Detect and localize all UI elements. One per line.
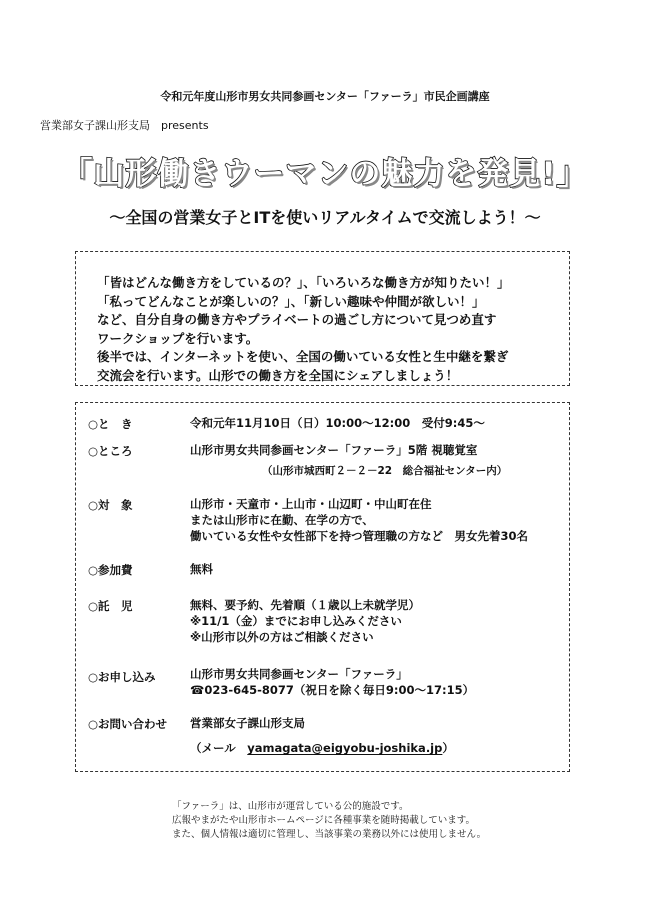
- target-line: または山形市に在勤、在学の方で、: [190, 513, 374, 527]
- fee-value: 無料: [190, 562, 213, 576]
- target-label: ○対 象: [88, 498, 133, 512]
- place-value: 山形市男女共同参画センター「ファーラ」5階 視聴覚室: [190, 443, 478, 457]
- intro-line: など、自分自身の働き方やプライベートの過ごし方について見つめ直す: [97, 312, 497, 328]
- intro-line: 交流会を行います。山形での働き方を全国にシェアしましょう！: [97, 367, 459, 383]
- datetime-value: 令和元年11月10日（日）10:00～12:00 受付9:45～: [190, 416, 485, 430]
- fee-label: ○参加費: [88, 563, 133, 577]
- target-line: 山形市・天童市・上山市・山辺町・中山町在住: [190, 497, 432, 511]
- inquiry-label: ○お問い合わせ: [88, 717, 168, 731]
- page-title: 「山形働きウーマンの魅力を発見!」: [61, 156, 589, 192]
- footer-line: 広報やまがたや山形市ホームページに各種事業を随時掲載しています。: [172, 815, 476, 826]
- datetime-label: ○と き: [88, 417, 133, 431]
- presenter-line: 営業部女子課山形支局 presents: [40, 119, 209, 132]
- childcare-label: ○託 児: [88, 599, 133, 613]
- email-prefix: （メール: [190, 741, 248, 755]
- place-address: （山形市城西町２－２－22 総合福祉センター内）: [262, 465, 508, 477]
- childcare-line: 無料、要予約、先着順（１歳以上未就学児）: [190, 598, 420, 612]
- email-link[interactable]: yamagata@eigyobu-joshika.jp: [247, 741, 443, 755]
- intro-line: 「皆はどんな働き方をしているの？」、「いろいろな働き方が知りたい！」: [97, 275, 510, 290]
- intro-text: [97, 274, 510, 386]
- childcare-line: ※山形市以外の方はご相談ください: [190, 630, 374, 644]
- apply-label: ○お申し込み: [88, 670, 156, 684]
- target-line: 働いている女性や女性部下を持つ管理職の方など 男女先着30名: [190, 529, 528, 543]
- intro-line: ワークショップを行います。: [97, 330, 259, 346]
- footer-line: また、個人情報は適切に管理し、当該事業の業務以外には使用しません。: [172, 829, 487, 840]
- subtitle: ～全国の営業女子とITを使いリアルタイムで交流しよう！～: [109, 208, 541, 227]
- intro-line: 後半では、インターネットを使い、全国の働いている女性と生中継を繋ぎ: [97, 349, 509, 365]
- apply-line: 山形市男女共同参画センター「ファーラ」: [190, 667, 408, 681]
- target-value: [190, 496, 528, 544]
- place-label: ○ところ: [88, 444, 133, 458]
- footer-line: 「ファーラ」は、山形市が運営している公的施設です。: [172, 801, 409, 812]
- inquiry-org: 営業部女子課山形支局: [190, 716, 305, 730]
- childcare-value: [190, 597, 420, 645]
- childcare-line: ※11/1（金）までにお申し込みください: [190, 614, 402, 628]
- email-suffix: ）: [442, 741, 454, 755]
- inquiry-email-line: [190, 740, 454, 756]
- footer-notes: [172, 800, 486, 842]
- apply-value: [190, 666, 474, 698]
- series-title: 令和元年度山形市男女共同参画センター「ファーラ」市民企画講座: [160, 90, 490, 103]
- apply-line: ☎023-645-8077（祝日を除く毎日9:00～17:15）: [190, 683, 475, 697]
- intro-line: 「私ってどんなことが楽しいの？」、「新しい趣味や仲間が欲しい！」: [97, 293, 485, 309]
